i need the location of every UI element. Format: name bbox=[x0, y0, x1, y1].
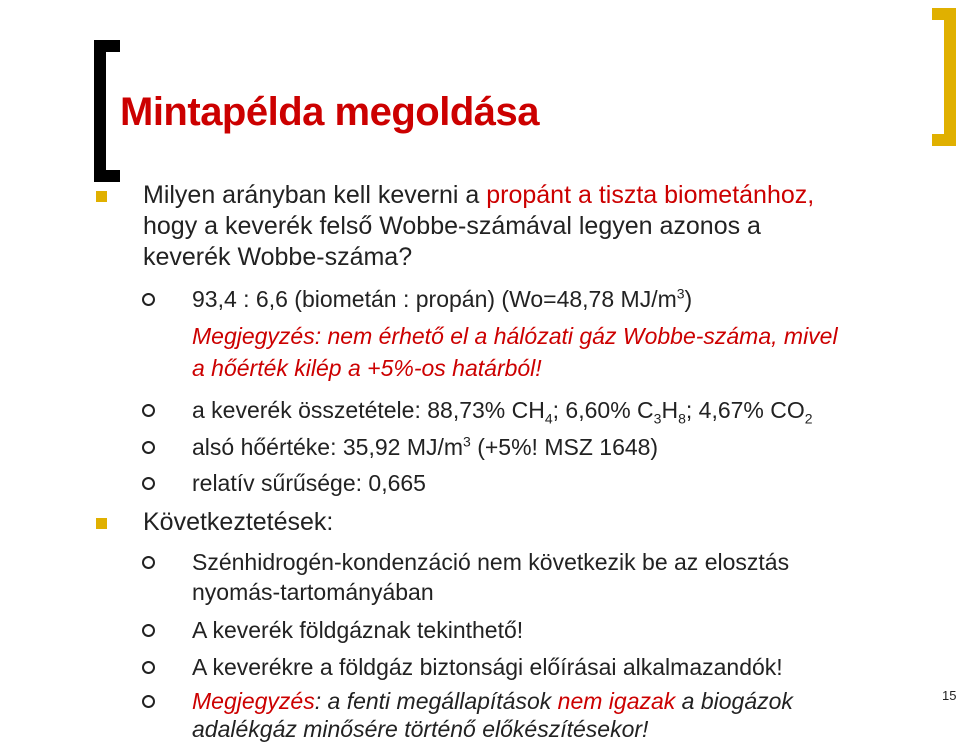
note-line-1: Megjegyzés: nem érhető el a hálózati gáz Wobbe-száma, mivel bbox=[192, 323, 838, 349]
square-bullet-icon bbox=[96, 518, 107, 529]
density-line: relatív sűrűsége: 0,665 bbox=[192, 470, 426, 496]
heating-value-text: alsó hőértéke: 35,92 MJ/m bbox=[192, 434, 464, 460]
question-text: Milyen arányban kell keverni a bbox=[143, 181, 487, 209]
conclusion-4-line-1 bbox=[192, 686, 793, 716]
composition-text-d: ; 4,67% CO bbox=[685, 397, 805, 423]
conclusions-heading: Következtetések: bbox=[143, 508, 334, 536]
conclusion-4-label: Megjegyzés bbox=[192, 688, 315, 714]
right-bracket-decoration bbox=[932, 8, 956, 146]
conclusion-4-text-a: : a fenti megállapítások bbox=[314, 688, 558, 714]
left-bracket-decoration bbox=[94, 40, 120, 182]
ring-bullet-icon bbox=[142, 661, 155, 674]
ratio-sup: 3 bbox=[676, 285, 685, 302]
composition-sub-3: 8 bbox=[678, 410, 686, 427]
question-highlight: propánt a tiszta biometánhoz, bbox=[486, 181, 815, 209]
ring-bullet-icon bbox=[142, 477, 155, 490]
conclusion-3: A keverékre a földgáz biztonsági előírásai alkalmazandók! bbox=[192, 654, 783, 680]
square-bullet-icon bbox=[96, 191, 107, 202]
ring-bullet-icon bbox=[142, 695, 155, 708]
heating-value-note: (+5%! MSZ 1648) bbox=[470, 434, 659, 460]
ring-bullet-icon bbox=[142, 624, 155, 637]
conclusion-2: A keverék földgáznak tekinthető! bbox=[192, 617, 524, 643]
ratio-close: ) bbox=[684, 286, 693, 312]
question-line-3: keverék Wobbe-száma? bbox=[143, 243, 413, 271]
ring-bullet-icon bbox=[142, 404, 155, 417]
ring-bullet-icon bbox=[142, 293, 155, 306]
heating-value-line bbox=[192, 432, 658, 462]
conclusion-1-line-2: nyomás-tartományában bbox=[192, 579, 434, 605]
composition-text-b: ; 6,60% C bbox=[552, 397, 654, 423]
conclusion-1-line-1: Szénhidrogén-kondenzáció nem következik be az elosztás bbox=[192, 549, 790, 575]
ring-bullet-icon bbox=[142, 556, 155, 569]
note-line-2: a hőérték kilép a +5%-os határból! bbox=[192, 355, 542, 381]
conclusion-4-text-c: a biogázok bbox=[675, 688, 793, 714]
ratio-text: 93,4 : 6,6 (biometán : propán) (Wo=48,78 MJ/m bbox=[192, 286, 677, 312]
slide-title: Mintapélda megoldása bbox=[120, 90, 539, 134]
composition-sub-4: 2 bbox=[804, 410, 813, 427]
composition-text-c: H bbox=[661, 397, 679, 423]
composition-text-a: a keverék összetétele: 88,73% CH bbox=[192, 397, 545, 423]
composition-line bbox=[192, 395, 813, 425]
heating-value-sup: 3 bbox=[463, 433, 471, 450]
ring-bullet-icon bbox=[142, 441, 155, 454]
question-line-2: hogy a keverék felső Wobbe-számával legyen azonos a bbox=[143, 212, 761, 240]
conclusion-4-highlight: nem igazak bbox=[557, 688, 676, 714]
page-number: 15 bbox=[942, 688, 957, 703]
conclusion-4-line-2: adalékgáz minősére történő előkészítésekor! bbox=[192, 716, 649, 742]
composition-sub-2: 3 bbox=[653, 410, 662, 427]
question-line-1 bbox=[143, 180, 814, 210]
ratio-line bbox=[192, 284, 692, 314]
composition-sub-1: 4 bbox=[544, 410, 553, 427]
